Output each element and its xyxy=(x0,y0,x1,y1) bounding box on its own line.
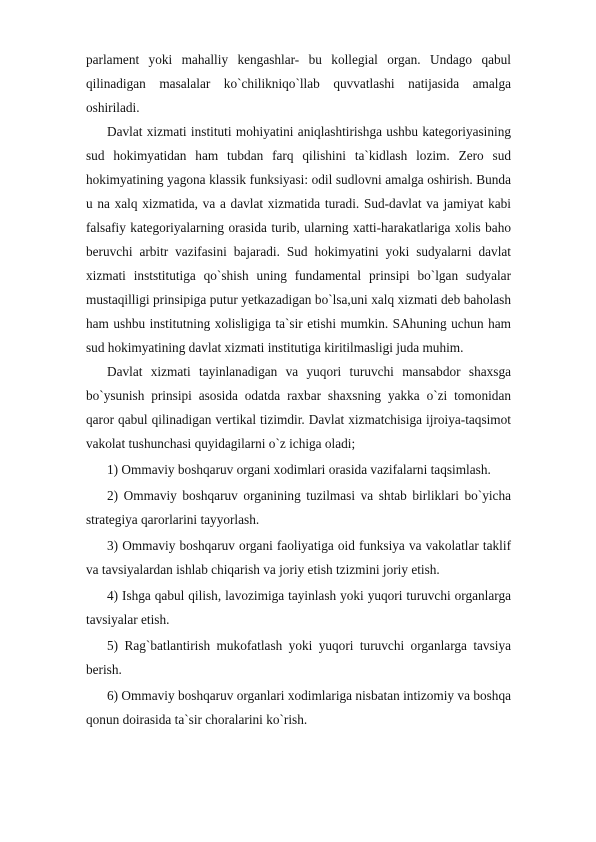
paragraph-3: Davlat xizmati tayinlanadigan va yuqori turuvchi mansabdor shaxsga bo`ysunish prinsipi asosida odatda raxbar shaxsning yakka o`zi tomonidan qaror qabul qilinadigan vertikal tizimdir. Davlat xizmatchisiga ijroiya-taqsimot vakolat tushunchasi quyidagilarni o`z ichiga oladi; xyxy=(86,364,511,451)
paragraph-1: parlament yoki mahalliy kengashlar- bu kollegial organ. Undago qabul qilinadigan masalalar ko`chilikniqo`llab quvvatlashi natijasida amalga oshiriladi. xyxy=(86,52,511,115)
list-item-3: 3) Ommaviy boshqaruv organi faoliyatiga oid funksiya va vakolatlar taklif va tavsiyalardan ishlab chiqarish va joriy etish tzizmini joriy etish. xyxy=(86,538,511,577)
list-item-4: 4) Ishga qabul qilish, lavozimiga tayinlash yoki yuqori turuvchi organlarga tavsiyalar etish. xyxy=(86,588,511,627)
list-item-2: 2) Ommaviy boshqaruv organining tuzilmasi va shtab birliklari bo`yicha strategiya qarorlarini tayyorlash. xyxy=(86,488,511,527)
list-item-5: 5) Rag`batlantirish mukofatlash yoki yuqori turuvchi organlarga tavsiya berish. xyxy=(86,638,511,677)
paragraph-2: Davlat xizmati instituti mohiyatini aniqlashtirishga ushbu kategoriyasining sud hokimyatidan ham tubdan farq qilishini ta`kidlash lozim. Zero sud hokimyatining yagona klassik funksiyasi: odil sudlovni amalga oshirish. Bunda u na xalq xizmatida, va a davlat xizmatida turadi. Sud-davlat va jamiyat kabi falsafiy kategoriyalarning orasida turib, ularning xatti-harakatlariga xolis baho beruvchi arbitr vazifasini bajaradi. Sud hokimyatini yoki sudyalarni davlat xizmati inststitutiga qo`shish uning fundamental prinsipi bo`lgan sudyalar mustaqilligi prinsipiga putur yetkazadigan bo`lsa,uni xalq xizmati deb baholash ham ushbu institutning xolisligiga ta`sir etishi mumkin. SAhuning uchun ham sud hokimyatining davlat xizmati institutiga kiritilmasligi juda muhim. xyxy=(86,124,511,355)
list-item-6: 6) Ommaviy boshqaruv organlari xodimlariga nisbatan intizomiy va boshqa qonun doirasida ta`sir choralarini ko`rish. xyxy=(86,688,511,727)
document-body xyxy=(86,48,511,732)
list-item-1: 1) Ommaviy boshqaruv organi xodimlari orasida vazifalarni taqsimlash. xyxy=(107,462,491,477)
